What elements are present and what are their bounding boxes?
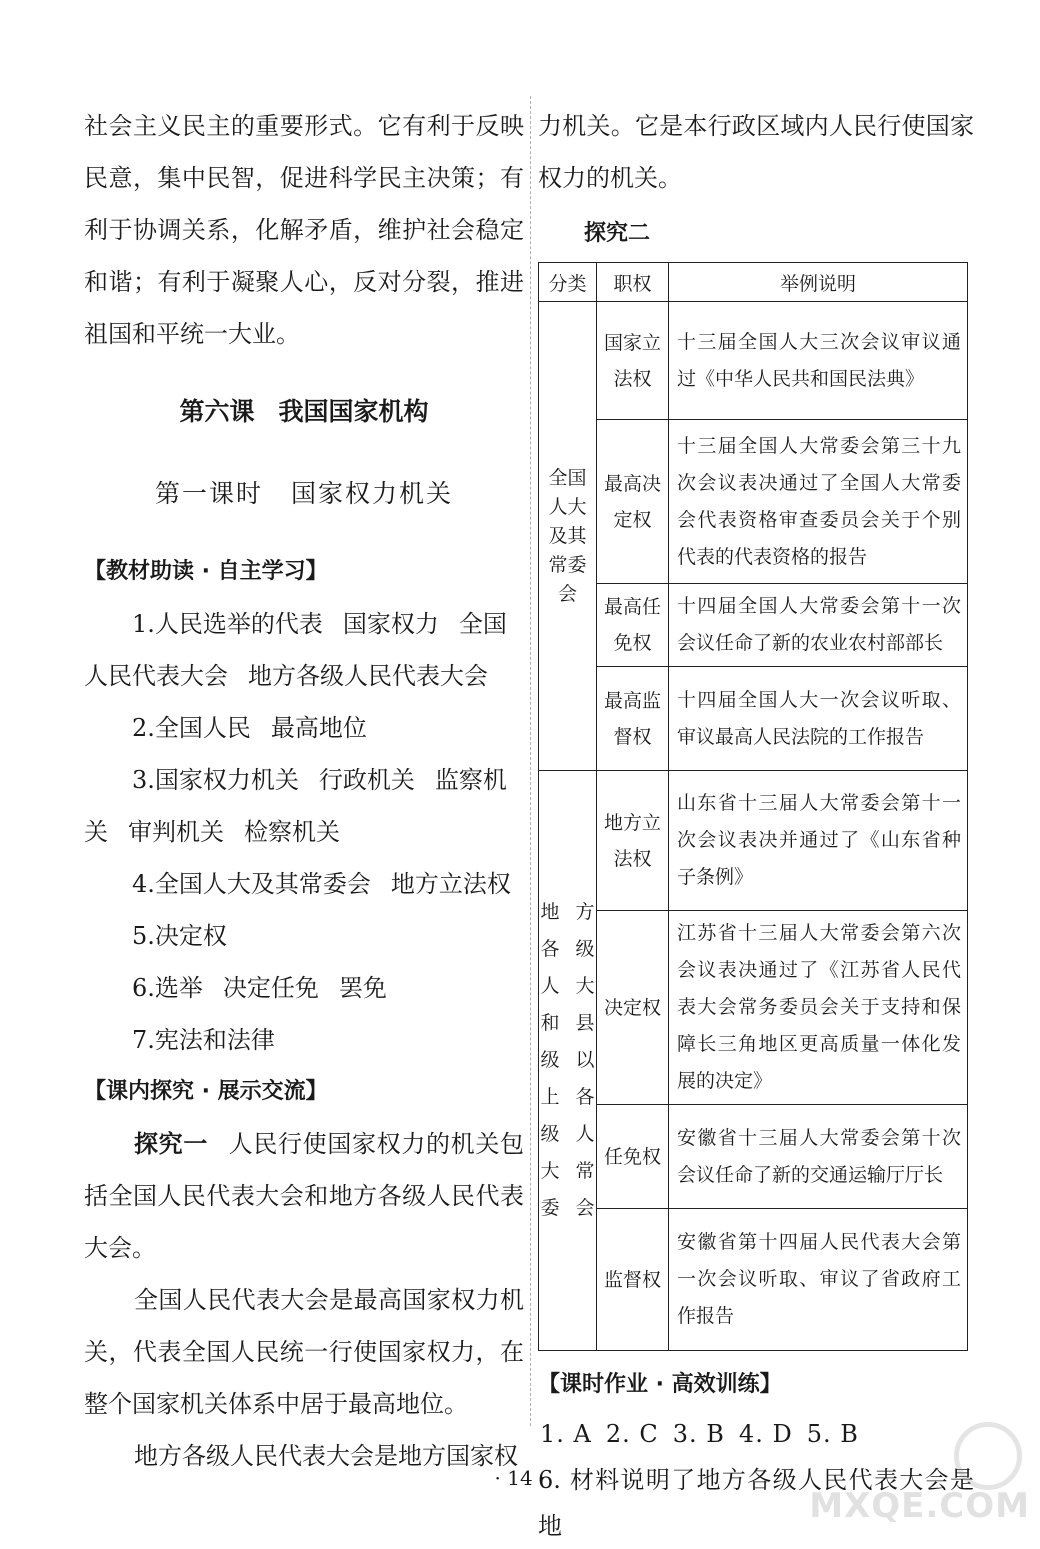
category-char: 级 [540,1123,560,1145]
answer-item: 5. B [806,1420,859,1448]
watermark-circle-icon [954,1422,1022,1490]
answer-item: 4. D [738,1420,793,1448]
power-cell: 国家立法权 [597,302,669,420]
category-char: 大 [540,1160,560,1182]
category-char: 人 [575,1123,595,1145]
section-heading-class-exploration: 【课内探究 · 展示交流】 [84,1079,328,1104]
category-char: 级 [540,1049,560,1071]
header-category: 分类 [539,263,597,302]
section-heading-self-study: 【教材助读 · 自主学习】 [84,559,328,584]
category-char: 县 [575,1012,595,1034]
lesson-title [84,386,524,438]
category-char: 会 [575,1197,595,1219]
category-npc: 全国人大及其常委会 [539,302,597,771]
category-local-text [540,894,595,1227]
table-row [539,771,968,911]
list-item: 3.国家权力机关 行政机关 监察机关 审判机关 检察机关 [84,766,507,846]
category-local [539,771,597,1351]
list-item: 7.宪法和法律 [132,1026,275,1054]
local-congress-paragraph: 地方各级人民代表大会是地方国家权 [134,1442,518,1470]
category-char: 上 [540,1086,560,1108]
table-row [539,1209,968,1351]
example-cell: 山东省十三届人大常委会第十一次会议表决并通过了《山东省种子条例》 [669,771,968,911]
table-row [539,420,968,584]
power-cell: 任免权 [597,1105,669,1209]
lesson-name: 我国国家机构 [278,397,429,426]
category-char: 地 [540,901,560,923]
table-row [539,667,968,771]
period-name: 国家权力机关 [291,479,454,508]
period-title [84,468,524,520]
category-char: 方 [575,901,595,923]
category-char: 常 [575,1160,595,1182]
explore1-label: 探究一 [134,1130,208,1158]
page-number: · 14 · [494,1466,546,1490]
power-cell: 最高决定权 [597,420,669,584]
power-cell: 地方立法权 [597,771,669,911]
category-char: 人 [540,975,560,997]
explore2-heading: 探究二 [584,221,651,246]
example-cell: 十四届全国人大常委会第十一次会议任命了新的农业农村部部长 [669,584,968,667]
list-item: 1.人民选举的代表 国家权力 全国人民代表大会 地方各级人民代表大会 [84,610,507,690]
answer-item: 3. B [672,1420,725,1448]
category-char: 级 [575,938,595,960]
power-cell: 最高任免权 [597,584,669,667]
left-column [84,100,524,1482]
question6-text: 6. 材料说明了地方各级人民代表大会是地 [538,1466,974,1540]
category-char: 以 [575,1049,595,1071]
category-char: 各 [540,938,560,960]
header-power: 职权 [597,263,669,302]
example-cell: 安徽省第十四届人民代表大会第一次会议听取、审议了省政府工作报告 [669,1209,968,1351]
period-number: 第一课时 [154,479,263,508]
example-cell: 江苏省十三届人大常委会第六次会议表决通过了《江苏省人民代表大会常务委员会关于支持和保障长三角地区更高质量一体化发展的决定》 [669,911,968,1105]
example-cell: 十三届全国人大三次会议审议通过《中华人民共和国民法典》 [669,302,968,420]
table-row [539,302,968,420]
lesson-number: 第六课 [179,397,255,426]
header-example: 举例说明 [669,263,968,302]
category-char: 和 [540,1012,560,1034]
watermark-logo [809,1416,1030,1526]
answer-item: 1. A [540,1420,592,1448]
intro-paragraph: 社会主义民主的重要形式。它有利于反映民意，集中民智，促进科学民主决策；有利于协调关系，化解矛盾，维护社会稳定和谐；有利于凝聚人心，反对分裂，推进祖国和平统一大业。 [84,112,524,348]
example-cell: 安徽省十三届人大常委会第十次会议任命了新的交通运输厅厅长 [669,1105,968,1209]
table-row [539,1105,968,1209]
npc-paragraph: 全国人民代表大会是最高国家权力机关，代表全国人民统一行使国家权力，在整个国家机关体系中居于最高地位。 [84,1286,524,1418]
table-row [539,911,968,1105]
explore1-text: 人民行使国家权力的机关包括全国人民代表大会和地方各级人民代表大会。 [84,1130,524,1262]
example-cell: 十四届全国人大一次会议听取、审议最高人民法院的工作报告 [669,667,968,771]
category-char: 委 [540,1197,560,1219]
power-cell: 监督权 [597,1209,669,1351]
watermark-text: MXQE.COM [809,1486,1030,1526]
answer-item: 2. C [605,1420,659,1448]
list-item: 6.选举 决定任免 罢免 [132,974,387,1002]
explore1-paragraph [84,1118,524,1274]
category-char: 大 [575,975,595,997]
powers-table [538,262,968,1351]
table-header-row [539,263,968,302]
table-row [539,584,968,667]
list-item: 2.全国人民 最高地位 [132,714,367,742]
section-heading-homework: 【课时作业 · 高效训练】 [538,1372,782,1397]
power-cell: 决定权 [597,911,669,1105]
list-item: 5.决定权 [132,922,227,950]
column-divider [530,96,531,1426]
example-cell: 十三届全国人大常委会第三十九次会议表决通过了全国人大常委会代表资格审查委员会关于个别代表的代表资格的报告 [669,420,968,584]
continuation-paragraph: 力机关。它是本行政区域内人民行使国家权力的机关。 [538,112,974,192]
power-cell: 最高监督权 [597,667,669,771]
category-char: 各 [575,1086,595,1108]
right-column [538,100,974,1549]
list-item: 4.全国人大及其常委会 地方立法权 [132,870,511,898]
